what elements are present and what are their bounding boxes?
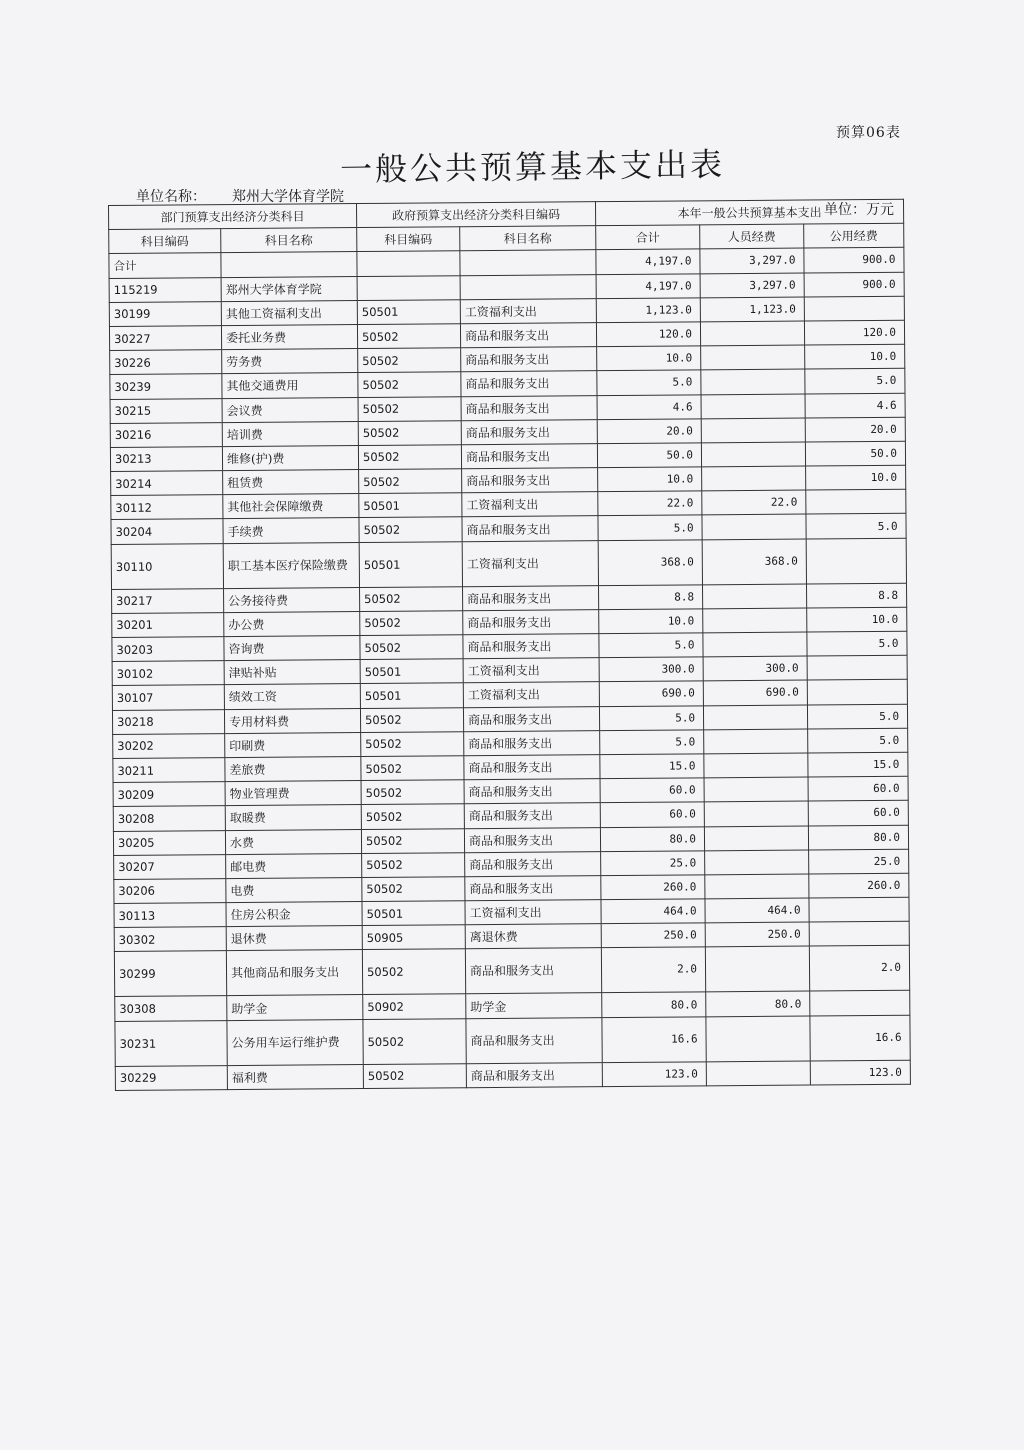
cell-name: 其他交通费用 — [222, 373, 358, 398]
cell-gov-name: 商品和服务支出 — [462, 468, 598, 493]
cell-public — [810, 991, 910, 1016]
cell-name: 退休费 — [226, 926, 362, 951]
cell-personnel: 300.0 — [703, 656, 807, 681]
cell-total: 5.0 — [598, 515, 702, 540]
cell-gov-code: 50501 — [360, 659, 463, 684]
cell-public: 10.0 — [805, 344, 905, 369]
cell-gov-code: 50502 — [361, 828, 464, 853]
cell-code: 30107 — [112, 685, 224, 710]
cell-name: 电费 — [226, 877, 362, 902]
cell-personnel — [706, 1061, 810, 1086]
cell-gov-name: 商品和服务支出 — [461, 347, 597, 372]
cell-code: 30204 — [111, 519, 223, 544]
cell-gov-name: 商品和服务支出 — [466, 1062, 602, 1087]
cell-public: 123.0 — [810, 1060, 910, 1085]
cell-public: 5.0 — [807, 704, 907, 729]
cell-code: 30199 — [109, 301, 221, 326]
cell-personnel — [702, 514, 806, 539]
cell-gov-name: 工资福利支出 — [463, 682, 599, 707]
cell-public: 120.0 — [804, 320, 904, 345]
cell-gov-code: 50502 — [359, 517, 462, 542]
unit-measure: 单位：万元 — [824, 202, 894, 218]
cell-code: 30209 — [113, 782, 225, 807]
cell-gov-code: 50502 — [358, 396, 461, 421]
cell-code: 30302 — [114, 927, 226, 952]
header-dept-group: 部门预算支出经济分类科目 — [109, 204, 357, 230]
cell-name — [221, 252, 357, 277]
cell-total: 5.0 — [599, 633, 703, 658]
cell-gov-name: 商品和服务支出 — [464, 779, 600, 804]
cell-gov-name: 商品和服务支出 — [460, 323, 596, 348]
cell-gov-code: 50501 — [359, 493, 462, 518]
cell-public: 15.0 — [808, 752, 908, 777]
cell-public: 50.0 — [805, 441, 905, 466]
cell-gov-code: 50501 — [362, 901, 465, 926]
cell-name: 物业管理费 — [225, 781, 361, 806]
cell-gov-name: 商品和服务支出 — [463, 585, 599, 610]
cell-total: 123.0 — [602, 1061, 706, 1086]
header-name: 科目名称 — [221, 228, 357, 253]
cell-gov-name — [460, 250, 596, 275]
cell-gov-code: 50902 — [363, 994, 466, 1019]
cell-personnel: 22.0 — [702, 490, 806, 515]
cell-personnel: 250.0 — [705, 922, 809, 947]
cell-personnel — [702, 466, 806, 491]
cell-public: 900.0 — [804, 272, 904, 297]
cell-total: 80.0 — [600, 826, 704, 851]
cell-public — [804, 296, 904, 321]
cell-total: 5.0 — [599, 705, 703, 730]
cell-gov-code: 50502 — [360, 586, 463, 611]
cell-gov-code: 50502 — [360, 611, 463, 636]
cell-gov-name: 离退休费 — [465, 924, 601, 949]
cell-gov-name: 工资福利支出 — [465, 900, 601, 925]
cell-total: 5.0 — [597, 370, 701, 395]
cell-public: 5.0 — [807, 631, 907, 656]
cell-personnel — [705, 850, 809, 875]
cell-personnel — [700, 321, 804, 346]
cell-name: 公务接待费 — [224, 587, 360, 612]
cell-total: 2.0 — [601, 947, 705, 993]
cell-personnel — [704, 729, 808, 754]
cell-name: 其他商品和服务支出 — [226, 950, 362, 996]
cell-gov-code: 50502 — [359, 469, 462, 494]
header-gov-group: 政府预算支出经济分类科目编码 — [356, 202, 595, 228]
cell-gov-code: 50502 — [362, 949, 465, 995]
cell-name: 培训费 — [222, 421, 358, 446]
table-row — [114, 946, 909, 997]
cell-personnel: 3,297.0 — [700, 273, 804, 298]
cell-gov-code: 50502 — [358, 445, 461, 470]
cell-personnel — [703, 705, 807, 730]
cell-public: 2.0 — [809, 946, 909, 992]
cell-gov-name: 商品和服务支出 — [465, 948, 601, 994]
cell-personnel: 80.0 — [706, 991, 810, 1016]
cell-gov-code: 50501 — [357, 299, 460, 324]
cell-gov-code: 50501 — [360, 683, 463, 708]
cell-code: 30299 — [114, 951, 226, 997]
cell-personnel — [701, 394, 805, 419]
cell-gov-code: 50502 — [358, 372, 461, 397]
cell-total: 464.0 — [601, 899, 705, 924]
cell-gov-name: 商品和服务支出 — [464, 730, 600, 755]
cell-public: 25.0 — [809, 849, 909, 874]
header-gov-name: 科目名称 — [460, 226, 596, 251]
cell-gov-code: 50502 — [357, 324, 460, 349]
cell-personnel: 690.0 — [703, 680, 807, 705]
cell-gov-name: 商品和服务支出 — [465, 851, 601, 876]
cell-gov-name: 商品和服务支出 — [463, 706, 599, 731]
cell-gov-code: 50502 — [360, 635, 463, 660]
cell-code: 30112 — [111, 495, 223, 520]
cell-code: 30207 — [114, 854, 226, 879]
cell-public: 4.6 — [805, 393, 905, 418]
cell-name: 差旅费 — [225, 756, 361, 781]
cell-gov-name: 商品和服务支出 — [463, 634, 599, 659]
cell-total: 4.6 — [597, 394, 701, 419]
cell-code: 30113 — [114, 903, 226, 928]
cell-public: 10.0 — [806, 465, 906, 490]
cell-code: 30231 — [115, 1020, 227, 1066]
cell-code: 30215 — [110, 398, 222, 423]
cell-public — [809, 897, 909, 922]
cell-name: 水费 — [225, 829, 361, 854]
cell-public: 5.0 — [806, 514, 906, 539]
header-gov-code: 科目编码 — [357, 227, 460, 252]
cell-name: 咨询费 — [224, 636, 360, 661]
cell-gov-name: 商品和服务支出 — [461, 419, 597, 444]
cell-code: 30229 — [115, 1065, 227, 1090]
cell-public: 10.0 — [807, 607, 907, 632]
cell-public: 5.0 — [808, 728, 908, 753]
cell-gov-code — [357, 251, 460, 276]
cell-code: 30102 — [112, 661, 224, 686]
cell-personnel: 464.0 — [705, 898, 809, 923]
cell-personnel: 368.0 — [702, 539, 806, 585]
budget-table-container — [108, 199, 911, 1091]
cell-gov-code: 50502 — [360, 707, 463, 732]
cell-public: 16.6 — [810, 1015, 910, 1061]
cell-public: 20.0 — [805, 417, 905, 442]
cell-public: 80.0 — [808, 825, 908, 850]
cell-name: 福利费 — [227, 1064, 363, 1089]
cell-public: 5.0 — [805, 369, 905, 394]
cell-gov-code: 50905 — [362, 925, 465, 950]
form-number: 预算06表 — [836, 125, 901, 141]
cell-total: 8.8 — [599, 584, 703, 609]
cell-total: 10.0 — [598, 467, 702, 492]
cell-name: 津贴补贴 — [224, 660, 360, 685]
cell-total: 260.0 — [601, 875, 705, 900]
cell-name: 公务用车运行维护费 — [227, 1019, 363, 1065]
cell-total: 4,197.0 — [596, 249, 700, 274]
cell-public: 260.0 — [809, 873, 909, 898]
cell-gov-code: 50502 — [361, 804, 464, 829]
cell-code: 30239 — [110, 374, 222, 399]
cell-code: 30216 — [110, 422, 222, 447]
budget-table — [108, 199, 911, 1091]
cell-personnel — [705, 946, 809, 992]
cell-personnel — [701, 418, 805, 443]
cell-name: 专用材料费 — [224, 708, 360, 733]
cell-personnel — [704, 801, 808, 826]
cell-name: 维修(护)费 — [222, 445, 358, 470]
cell-code: 30201 — [112, 612, 224, 637]
cell-code: 合计 — [109, 253, 221, 278]
table-body — [109, 248, 911, 1091]
cell-gov-code: 50502 — [361, 756, 464, 781]
cell-gov-name: 商品和服务支出 — [463, 609, 599, 634]
cell-public — [806, 489, 906, 514]
cell-name: 邮电费 — [226, 853, 362, 878]
cell-name: 会议费 — [222, 397, 358, 422]
cell-gov-name: 商品和服务支出 — [466, 1017, 602, 1063]
page-title: 一般公共预算基本支出表 — [339, 145, 726, 189]
cell-code: 30227 — [109, 326, 221, 351]
cell-total: 1,123.0 — [596, 298, 700, 323]
table-row — [115, 1015, 910, 1066]
header-personnel: 人员经费 — [700, 224, 804, 249]
cell-total: 16.6 — [602, 1016, 706, 1062]
cell-name: 印刷费 — [225, 732, 361, 757]
header-total: 合计 — [596, 225, 700, 250]
cell-code: 30203 — [112, 637, 224, 662]
cell-code: 115219 — [109, 277, 221, 302]
table-row — [115, 1060, 910, 1090]
cell-total: 20.0 — [597, 419, 701, 444]
cell-personnel — [704, 826, 808, 851]
unit-name-label: 单位名称： — [136, 189, 206, 205]
cell-gov-name: 助学金 — [466, 993, 602, 1018]
cell-public — [809, 921, 909, 946]
cell-gov-name: 商品和服务支出 — [462, 516, 598, 541]
cell-gov-name: 商品和服务支出 — [464, 803, 600, 828]
cell-personnel — [705, 874, 809, 899]
cell-gov-code — [357, 275, 460, 300]
cell-code: 30205 — [113, 830, 225, 855]
cell-total: 25.0 — [601, 851, 705, 876]
cell-personnel — [702, 584, 806, 609]
cell-code: 30206 — [114, 878, 226, 903]
cell-total: 80.0 — [602, 992, 706, 1017]
cell-public — [807, 655, 907, 680]
cell-personnel — [704, 753, 808, 778]
cell-gov-code: 50502 — [361, 731, 464, 756]
cell-public: 60.0 — [808, 776, 908, 801]
cell-total: 10.0 — [597, 346, 701, 371]
cell-personnel — [701, 369, 805, 394]
cell-total: 22.0 — [598, 491, 702, 516]
cell-name: 职工基本医疗保险缴费 — [223, 542, 359, 588]
cell-gov-name: 商品和服务支出 — [461, 395, 597, 420]
cell-gov-name: 工资福利支出 — [462, 492, 598, 517]
cell-total: 15.0 — [600, 754, 704, 779]
cell-code: 30217 — [112, 588, 224, 613]
cell-gov-name: 工资福利支出 — [463, 658, 599, 683]
cell-gov-code: 50502 — [358, 348, 461, 373]
cell-name: 委托业务费 — [221, 324, 357, 349]
cell-code: 30213 — [110, 446, 222, 471]
header-code: 科目编码 — [109, 229, 221, 254]
cell-total: 690.0 — [599, 681, 703, 706]
cell-code: 30214 — [111, 471, 223, 496]
cell-total: 368.0 — [598, 539, 702, 585]
cell-public: 60.0 — [808, 801, 908, 826]
cell-code: 30218 — [112, 709, 224, 734]
cell-total: 10.0 — [599, 609, 703, 634]
cell-name: 住房公积金 — [226, 902, 362, 927]
cell-total: 120.0 — [596, 322, 700, 347]
cell-gov-name: 商品和服务支出 — [465, 876, 601, 901]
cell-total: 4,197.0 — [596, 273, 700, 298]
cell-name: 租赁费 — [223, 470, 359, 495]
cell-name: 办公费 — [224, 611, 360, 636]
cell-name: 其他社会保障缴费 — [223, 494, 359, 519]
cell-personnel — [703, 608, 807, 633]
cell-personnel: 1,123.0 — [700, 297, 804, 322]
cell-personnel — [704, 777, 808, 802]
cell-total: 60.0 — [600, 802, 704, 827]
cell-gov-code: 50502 — [363, 1063, 466, 1088]
cell-code: 30211 — [113, 758, 225, 783]
cell-gov-name: 工资福利支出 — [460, 298, 596, 323]
unit-name-value: 郑州大学体育学院 — [232, 189, 344, 205]
cell-personnel — [703, 632, 807, 657]
cell-public: 900.0 — [804, 248, 904, 273]
cell-name: 绩效工资 — [224, 684, 360, 709]
cell-name: 劳务费 — [222, 349, 358, 374]
cell-gov-name: 商品和服务支出 — [461, 444, 597, 469]
cell-name: 助学金 — [227, 995, 363, 1020]
cell-total: 50.0 — [597, 443, 701, 468]
cell-gov-code: 50502 — [358, 420, 461, 445]
cell-gov-code: 50502 — [361, 780, 464, 805]
cell-code: 30226 — [110, 350, 222, 375]
cell-code: 30208 — [113, 806, 225, 831]
cell-code: 30308 — [115, 996, 227, 1021]
cell-public: 8.8 — [806, 583, 906, 608]
cell-code: 30202 — [113, 733, 225, 758]
cell-code: 30110 — [111, 543, 223, 589]
cell-gov-code: 50502 — [362, 877, 465, 902]
cell-name: 郑州大学体育学院 — [221, 276, 357, 301]
cell-gov-name: 工资福利支出 — [462, 540, 598, 586]
cell-gov-name: 商品和服务支出 — [464, 827, 600, 852]
cell-name: 其他工资福利支出 — [221, 300, 357, 325]
cell-personnel — [706, 1016, 810, 1062]
cell-personnel — [701, 442, 805, 467]
cell-name: 手续费 — [223, 518, 359, 543]
cell-gov-name: 商品和服务支出 — [464, 755, 600, 780]
cell-total: 60.0 — [600, 778, 704, 803]
header-year-group: 本年一般公共预算基本支出 — [595, 199, 903, 226]
header-public: 公用经费 — [804, 223, 904, 248]
cell-gov-code: 50502 — [362, 852, 465, 877]
table-row — [111, 538, 906, 589]
cell-name: 取暖费 — [225, 805, 361, 830]
cell-gov-name — [460, 274, 596, 299]
cell-total: 300.0 — [599, 657, 703, 682]
cell-public — [806, 538, 906, 584]
cell-total: 5.0 — [600, 730, 704, 755]
cell-gov-name: 商品和服务支出 — [461, 371, 597, 396]
cell-public — [807, 680, 907, 705]
cell-gov-code: 50501 — [359, 541, 462, 587]
cell-personnel: 3,297.0 — [700, 248, 804, 273]
cell-total: 250.0 — [601, 923, 705, 948]
cell-personnel — [701, 345, 805, 370]
cell-gov-code: 50502 — [363, 1018, 466, 1064]
